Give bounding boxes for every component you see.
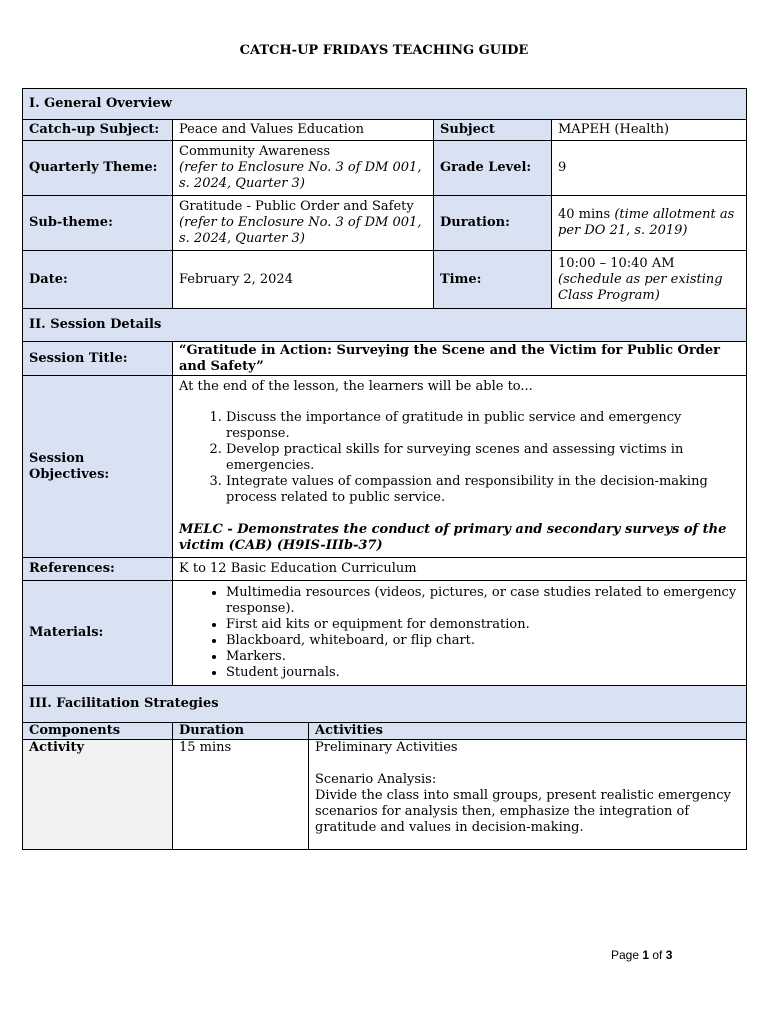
label-text: Time: [440,271,482,287]
value-text: 40 mins [558,207,615,222]
material-item: • Blackboard, whiteboard, or flip chart. [226,633,740,649]
melc-text: - Demonstrates the conduct of primary and secondary surveys of the victim (CAB) (H9IS-IIIb-37) [179,522,727,553]
of-word: of [649,948,666,962]
label-text: Duration: [440,215,510,230]
value-text: MAPEH (Health) [558,122,670,137]
value-text: Community Awareness [179,144,331,159]
duration-label [433,195,552,251]
catchup-subject-label [22,119,173,141]
row-duration [172,739,309,850]
col-header-components [22,722,173,740]
label-text: Materials: [29,625,104,640]
header-text: Duration [179,723,245,738]
value-text: 10:00 – 10:40 AM [558,255,675,271]
label-text: Grade Level: [440,160,532,175]
label-text: Subject [440,122,495,137]
value-note: (refer to Enclosure No. 3 of DM 001, s. 2024, Quarter 3) [179,215,422,246]
document-title: CATCH-UP FRIDAYS TEACHING GUIDE [239,43,529,58]
material-item: • First aid kits or equipment for demonstration. [226,617,740,633]
value-note: (schedule as per existing Class Program) [558,271,723,303]
label-text: Session Title: [29,350,128,366]
material-item: • Multimedia resources (videos, pictures, or case studies related to emergency response). [226,585,740,617]
activity-line: Divide the class into small groups, present realistic emergency scenarios for analysis then, emphasize the integration of gratitude and values in decision-making. [315,788,731,835]
value-note: (time allotment as per DO 21, s. 2019) [558,207,735,238]
value-text: 9 [558,160,567,175]
col-header-duration [172,722,309,740]
material-item: • Markers. [226,649,740,665]
material-item: • Student journals. [226,665,740,681]
catchup-subject-value [172,119,434,141]
objective-item: 1. Discuss the importance of gratitude in public service and emergency response. [226,410,740,442]
header-text: Activities [315,723,383,738]
section-facilitation [22,685,747,723]
page-indicator [611,947,672,963]
current-page: 1 [642,948,650,962]
section-heading: III. Facilitation Strategies [29,696,219,711]
session-objectives-label [22,375,173,558]
references-label [22,557,173,581]
date-value [172,250,434,309]
quarterly-theme-label [22,140,173,196]
activity-line: Scenario Analysis: [315,772,437,787]
section-heading: I. General Overview [29,96,172,111]
value-text: “Gratitude in Action: Surveying the Scene and the Victim for Public Order and Safety” [179,342,720,374]
subject-value [551,119,747,141]
label-text: Catch-up Subject: [29,122,160,137]
row-activities [308,739,747,850]
header-text: Components [29,723,121,738]
row-component [22,739,173,850]
label-text: Date: [29,271,68,287]
label-text: References: [29,561,115,576]
time-label [433,250,552,309]
grade-level-value [551,140,747,196]
melc-prefix: MELC [179,522,223,537]
materials-label [22,580,173,686]
references-value [172,557,747,581]
value-text: K to 12 Basic Education Curriculum [179,561,417,576]
section-session-details [22,308,747,342]
section-general-overview [22,88,747,120]
date-label [22,250,173,309]
value-text: Gratitude - Public Order and Safety [179,199,414,214]
materials-value [172,580,747,686]
label-text: Quarterly Theme: [29,160,158,175]
section-heading: II. Session Details [29,317,162,332]
objective-item: 2. Develop practical skills for surveying scenes and assessing victims in emergencies. [226,442,740,474]
session-title-value [172,341,747,376]
objective-item: 3. Integrate values of compassion and responsibility in the decision-making process related to public service. [226,474,740,506]
subtheme-label [22,195,173,251]
grade-level-label [433,140,552,196]
quarterly-theme-value [172,140,434,196]
value-text: Peace and Values Education [179,122,365,137]
value-note: (refer to Enclosure No. 3 of DM 001, s. 2024, Quarter 3) [179,160,422,191]
melc-statement [179,522,740,554]
subtheme-value [172,195,434,251]
materials-list [179,585,740,681]
objectives-list [179,410,740,506]
label-text: Session Objectives: [29,450,110,482]
duration-value [551,195,747,251]
value-text: February 2, 2024 [179,271,293,287]
subject-label [433,119,552,141]
page-word: Page [611,948,643,962]
activity-line: Preliminary Activities [315,740,458,755]
col-header-activities [308,722,747,740]
session-title-label [22,341,173,376]
component-text: Activity [29,740,84,755]
label-text: Sub-theme: [29,215,113,230]
session-objectives-value [172,375,747,558]
total-pages: 3 [665,948,673,962]
duration-text: 15 mins [179,740,232,755]
time-value [551,250,747,309]
objectives-intro: At the end of the lesson, the learners will be able to... [179,379,533,394]
